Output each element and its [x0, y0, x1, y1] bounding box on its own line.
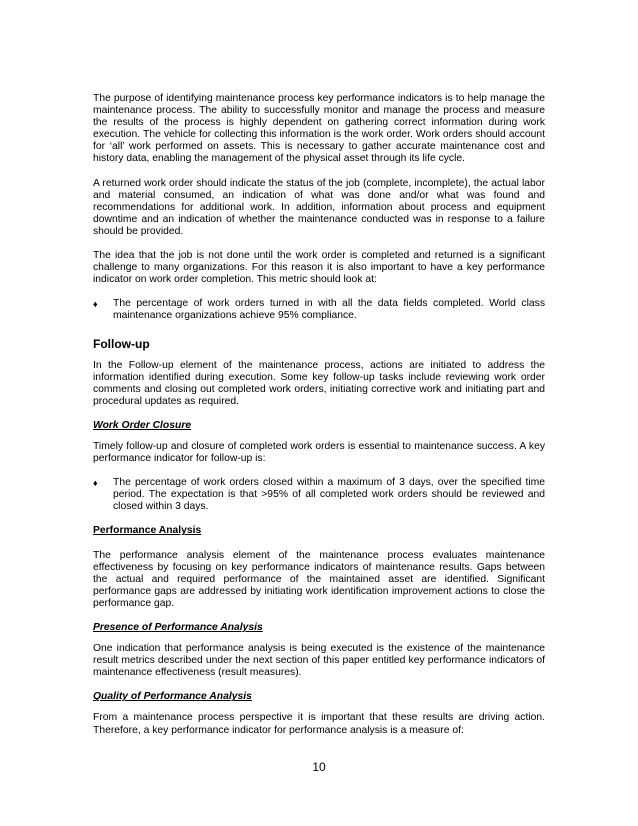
bullet-item: [93, 477, 545, 513]
section-heading-follow-up: Follow-up: [93, 336, 150, 351]
follow-up-paragraph: In the Follow-up element of the maintenance process, actions are initiated to address the information identified during execution. Some key follow-up tasks include reviewing work order comments and closing out completed work orders, initiating corrective work and initiating part and procedural updates as required.: [93, 359, 545, 407]
subheading-presence-of-performance-analysis: Presence of Performance Analysis: [93, 622, 263, 633]
intro-paragraph: The purpose of identifying maintenance process key performance indicators is to help manage the maintenance process. The ability to successfully monitor and manage the process and measure the results of the process is highly dependent on gathering correct information during work execution. The vehicle for collecting this information is the work order. Work orders should account for ‘all’ work performed on assets. This is necessary to gather accurate maintenance cost and history data, enabling the management of the physical asset through its life cycle.: [93, 93, 545, 165]
page-body: [93, 93, 545, 737]
work-order-completion-paragraph: The idea that the job is not done until the work order is completed and returned is a significant challenge to many organizations. For this reason it is also important to have a key performance indicator on work order completion. This metric should look at:: [93, 250, 545, 286]
bullet-text: The percentage of work orders turned in with all the data fields completed. World class maintenance organizations achieve 95% compliance.: [113, 298, 545, 322]
returned-work-order-paragraph: A returned work order should indicate the status of the job (complete, incomplete), the actual labor and material consumed, an indication of what was done and/or what was found and recommendations for additional work. In addition, information about process and equipment downtime and an indication of whether the maintenance conducted was in response to a failure should be provided.: [93, 177, 545, 237]
bullet-item: [93, 298, 545, 322]
diamond-bullet-icon: ♦: [93, 299, 98, 310]
diamond-bullet-icon: ♦: [93, 478, 98, 489]
performance-analysis-paragraph: The performance analysis element of the maintenance process evaluates maintenance effectiveness by focusing on key performance indicators of maintenance results. Gaps between the actual and required performance of the maintained asset are identified. Significant performance gaps are addressed by initiating work identification improvement actions to close the performance gap.: [93, 549, 545, 609]
quality-paragraph: From a maintenance process perspective it is important that these results are driving action. Therefore, a key performance indicator for performance analysis is a measure of:: [93, 712, 545, 736]
page-number: 10: [312, 760, 326, 774]
presence-paragraph: One indication that performance analysis is being executed is the existence of the maintenance result metrics described under the next section of this paper entitled key performance indicators of maintenance effectiveness (result measures).: [93, 643, 545, 679]
subheading-work-order-closure: Work Order Closure: [93, 419, 192, 431]
subheading-performance-analysis: Performance Analysis: [93, 525, 202, 537]
bullet-text: The percentage of work orders closed within a maximum of 3 days, over the specified time period. The expectation is that >95% of all completed work orders should be reviewed and closed within 3 days.: [113, 477, 545, 513]
work-order-closure-paragraph: Timely follow-up and closure of completed work orders is essential to maintenance success. A key performance indicator for follow-up is:: [93, 440, 545, 465]
subheading-quality-of-performance-analysis: Quality of Performance Analysis: [93, 691, 252, 703]
